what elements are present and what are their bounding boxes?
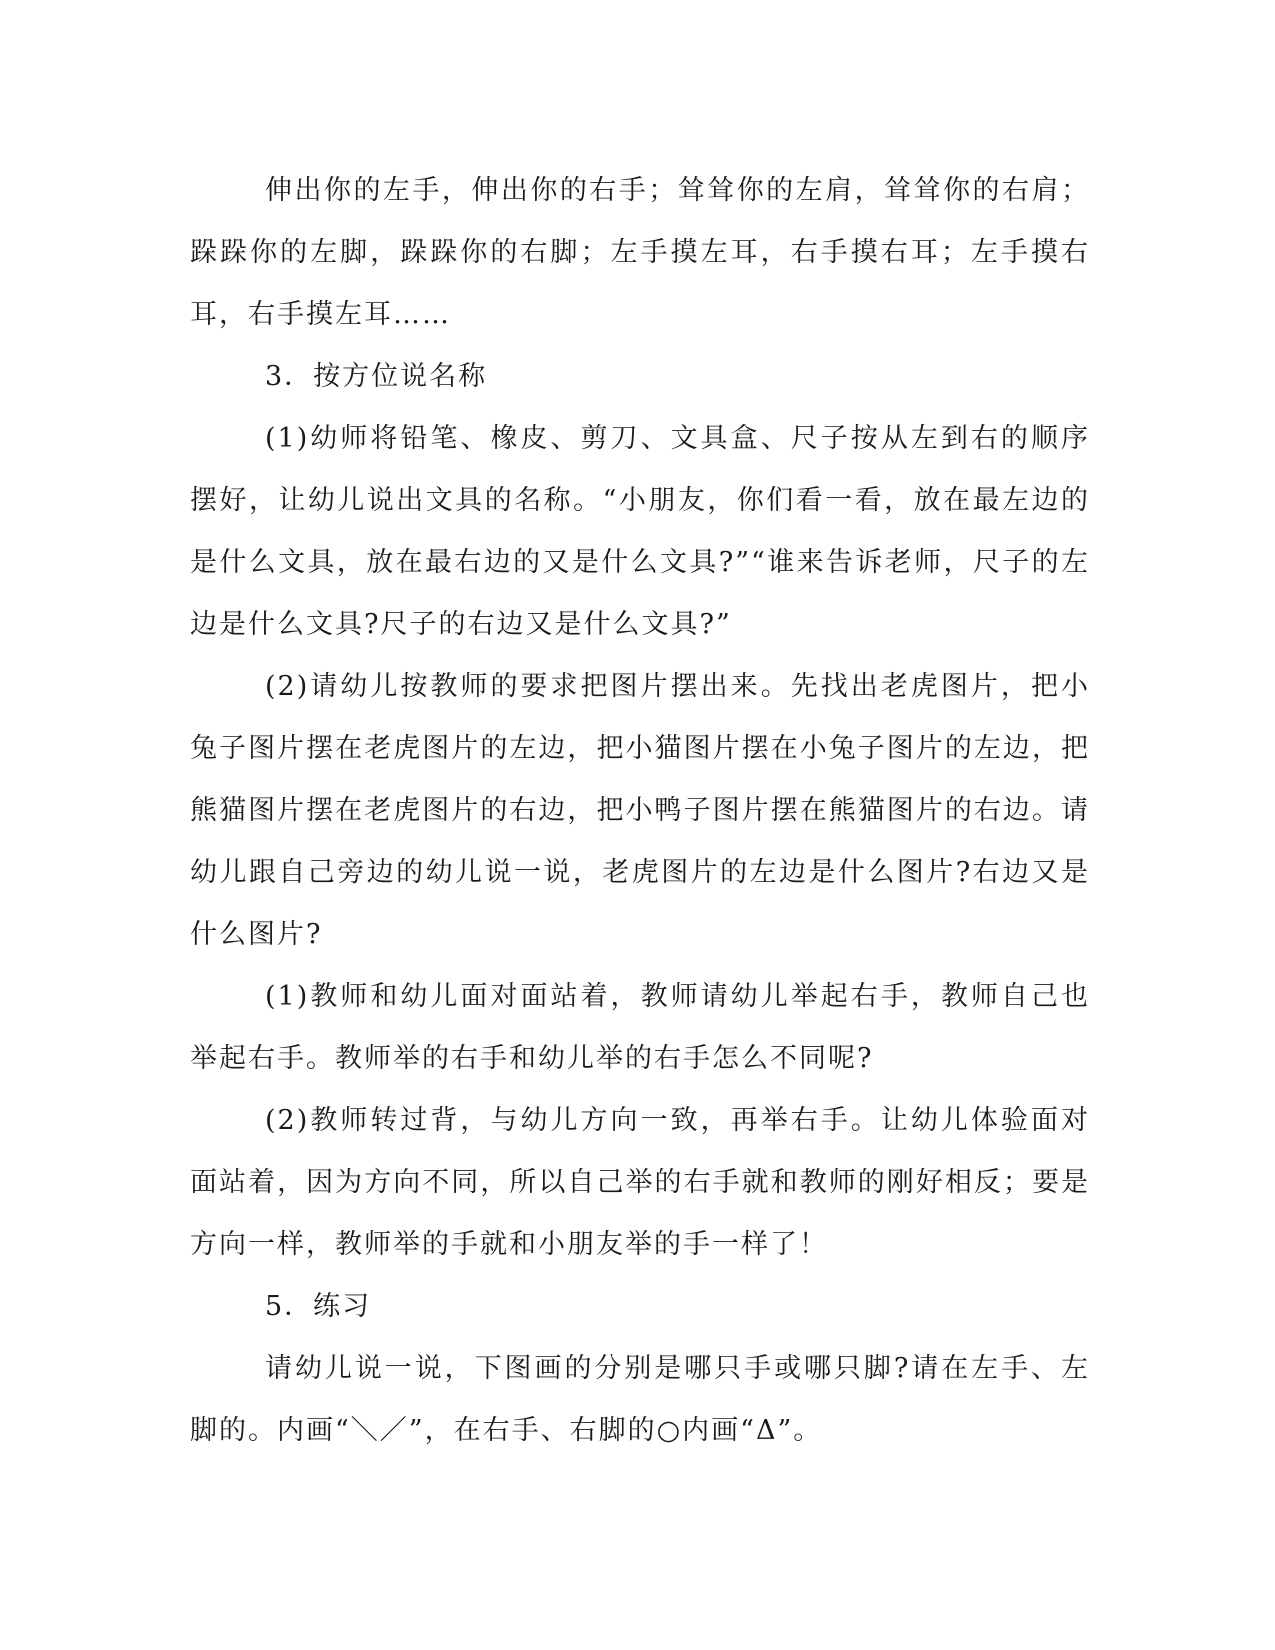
section-heading-3: 3．按方位说名称	[265, 361, 488, 392]
paragraph-stationery: (1)幼师将铅笔、橡皮、剪刀、文具盒、尺子按从左到右的顺序摆好，让幼儿说出文具的名称。“小朋友，你们看一看，放在最左边的是什么文具，放在最右边的又是什么文具?”“谁来告诉老师，尺子的左边是什么文具?尺子的右边又是什么文具?”	[190, 423, 1090, 640]
paragraph-actions: 伸出你的左手，伸出你的右手；耸耸你的左肩，耸耸你的右肩；跺跺你的左脚，跺跺你的右脚；左手摸左耳，右手摸右耳；左手摸右耳，右手摸左耳……	[190, 175, 1090, 330]
paragraph-face-to-face: (1)教师和幼儿面对面站着，教师请幼儿举起右手，教师自己也举起右手。教师举的右手和幼儿举的右手怎么不同呢?	[190, 981, 1090, 1074]
paragraph-exercise: 请幼儿说一说，下图画的分别是哪只手或哪只脚?请在左手、左脚的。内画“＼／”，在右手、右脚的○内画“Δ”。	[190, 1353, 1090, 1446]
paragraph-pictures: (2)请幼儿按教师的要求把图片摆出来。先找出老虎图片，把小兔子图片摆在老虎图片的左边，把小猫图片摆在小兔子图片的左边，把熊猫图片摆在老虎图片的右边，把小鸭子图片摆在熊猫图片的右边。请幼儿跟自己旁边的幼儿说一说，老虎图片的左边是什么图片?右边又是什么图片?	[190, 671, 1090, 950]
document-body	[190, 160, 1090, 1462]
paragraph-turn-around: (2)教师转过背，与幼儿方向一致，再举右手。让幼儿体验面对面站着，因为方向不同，所以自己举的右手就和教师的刚好相反；要是方向一样，教师举的手就和小朋友举的手一样了！	[190, 1105, 1090, 1260]
section-heading-5: 5．练习	[265, 1291, 372, 1322]
